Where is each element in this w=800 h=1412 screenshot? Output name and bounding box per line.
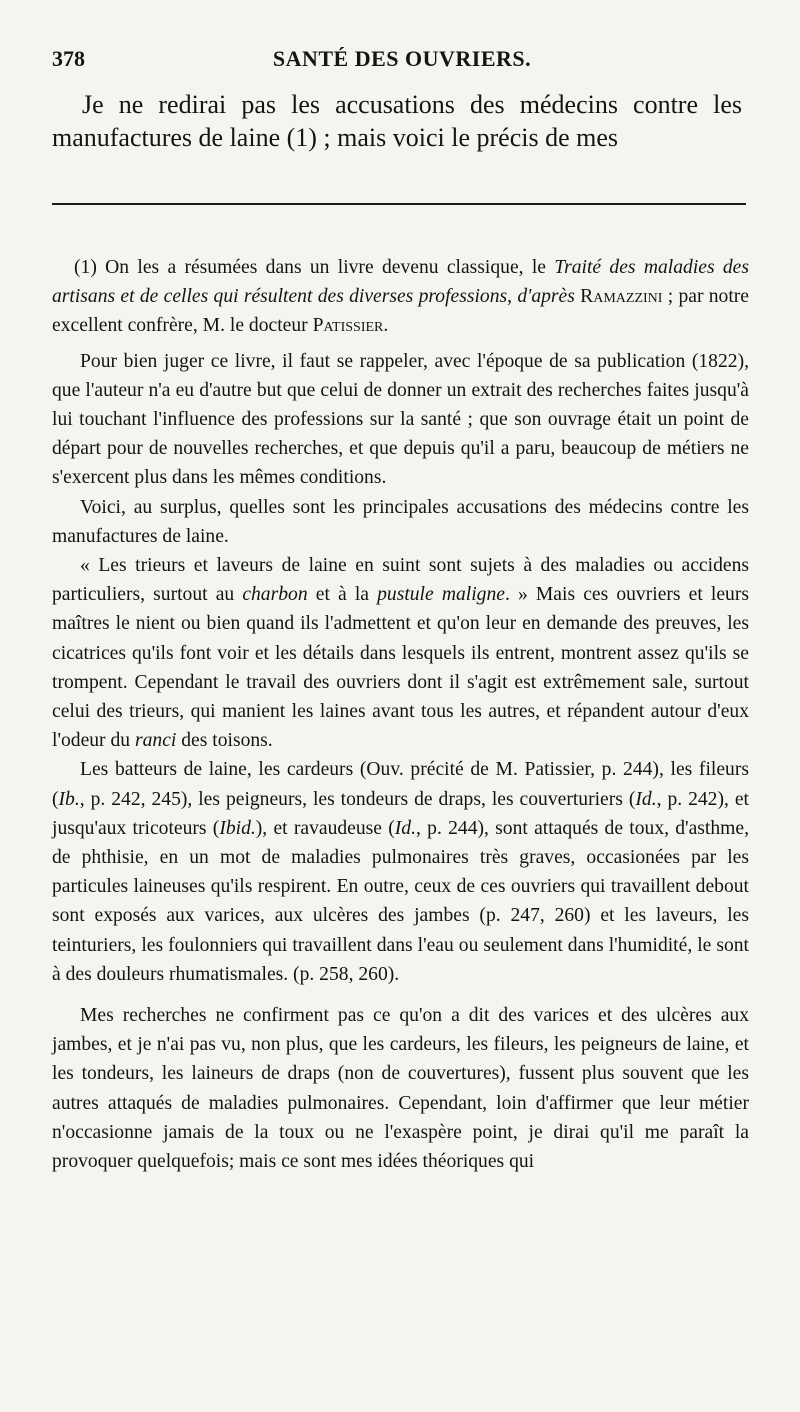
- footnote-text: d'après: [517, 286, 575, 308]
- paragraph-text: , p. 244), sont attaqués de toux, d'asthme, de phthisie, en un mot de maladies pulmonaires très graves, occasionées par les particules laineuses qu'ils respirent. En outre, ceux de ces ouvriers qui travaillent debout sont exposés aux varices, aux ulcères des jambes (p. 247, 260) et les laveurs, les teinturiers, les foulonniers qui travaillent dans l'eau ou seulement dans l'humidité, le sont à des douleurs rhumatismales. (p. 258, 260).: [52, 817, 749, 985]
- footnote-1: [52, 253, 749, 341]
- paragraph-text: , p. 242), et jusqu'aux tricoteurs (: [52, 788, 749, 839]
- footnote-author: Patissier: [312, 315, 384, 337]
- paragraph-text: . » Mais ces ouvriers et leurs maîtres le nient ou bien quand ils l'admettent et qu'on leur en demande des preuves, les cicatrices qu'ils font voir et les détails dans lesquels ils entrent, montrent assez qu'ils se trompent. Cependant le travail des ouvriers dont il s'agit est extrêmement sale, surtout celui des trieurs, qui manient les laines avant tous les autres, et répandent autour d'eux l'odeur du: [52, 584, 750, 752]
- paragraph-text: Ibid.: [219, 817, 256, 839]
- footnote-paragraph-2: Voici, au surplus, quelles sont les principales accusations des médecins contre les manufactures de laine.: [52, 496, 749, 547]
- footnote-text: .: [383, 315, 389, 337]
- main-paragraph: Je ne redirai pas les accusations des médecins contre les manufactures de laine (1) ; mais voici le précis de mes: [52, 90, 742, 152]
- paragraph-text: « Les trieurs et laveurs de laine en suint sont sujets à des maladies ou accidens particuliers, surtout au: [52, 555, 749, 606]
- paragraph-text: charbon: [242, 584, 308, 606]
- footnote-text: ,: [507, 286, 518, 308]
- footnote-paragraph-5: Mes recherches ne confirment pas ce qu'on a dit des varices et des ulcères aux jambes, et je n'ai pas vu, non plus, que les cardeurs, les fileurs, les peigneurs de laine, et les tondeurs, les laineurs de draps (non de couvertures), fussent plus souvent que les autres attaqués de maladies pulmonaires. Cependant, loin d'affirmer que leur métier n'occasionne jamais de la toux ou ne l'exaspère point, je dirai qu'il me paraît la provoquer quelquefois; mais ce sont mes idées théoriques qui: [52, 1005, 749, 1173]
- running-title: SANTÉ DES OUVRIERS.: [272, 46, 532, 71]
- footnote-separator: [52, 203, 746, 205]
- paragraph-text: ranci: [134, 730, 177, 752]
- footnote-text: On les a résumées dans un livre devenu classique, le: [105, 257, 555, 278]
- footnote-book-title: Traité des maladies des artisans et de celles qui résultent des diverses professions: [52, 257, 749, 308]
- main-text: [52, 88, 742, 154]
- paragraph-text: ), et ravaudeuse (: [255, 817, 395, 839]
- footnote-paragraph-4: [52, 755, 749, 989]
- paragraph-text: Id.: [394, 817, 416, 839]
- paragraph-text: des toisons.: [176, 730, 273, 752]
- footnote-marker: (1): [74, 257, 97, 278]
- paragraph-text: Ib.: [58, 788, 80, 810]
- paragraph-text: et à la: [307, 584, 378, 606]
- footnote-text: ; par notre excellent confrère, M. le docteur: [52, 286, 750, 337]
- page-number: 378: [52, 46, 85, 71]
- footnote-paragraph-3: [52, 551, 749, 755]
- paragraph-text: Id.: [635, 788, 657, 810]
- footnote-author: Ramazzini: [580, 286, 663, 308]
- paragraph-text: , p. 242, 245), les peigneurs, les tondeurs de draps, les couverturiers (: [79, 788, 636, 810]
- footnote-area: [52, 253, 749, 1176]
- paragraph-text: pustule maligne: [377, 584, 505, 606]
- running-header: [52, 46, 752, 80]
- paragraph-text: Les batteurs de laine, les cardeurs (Ouv. précité de M. Patissier, p. 244), les fileurs (: [52, 759, 749, 810]
- footnote-paragraph-1: Pour bien juger ce livre, il faut se rappeler, avec l'époque de sa publication (1822), que l'auteur n'a eu d'autre but que celui de donner un extrait des recherches faites jusqu'à lui touchant l'influence des professions sur la santé ; que son ouvrage était un point de départ pour de nouvelles recherches, et que depuis qu'il a paru, beaucoup de métiers ne s'exercent plus dans les mêmes conditions.: [52, 350, 749, 489]
